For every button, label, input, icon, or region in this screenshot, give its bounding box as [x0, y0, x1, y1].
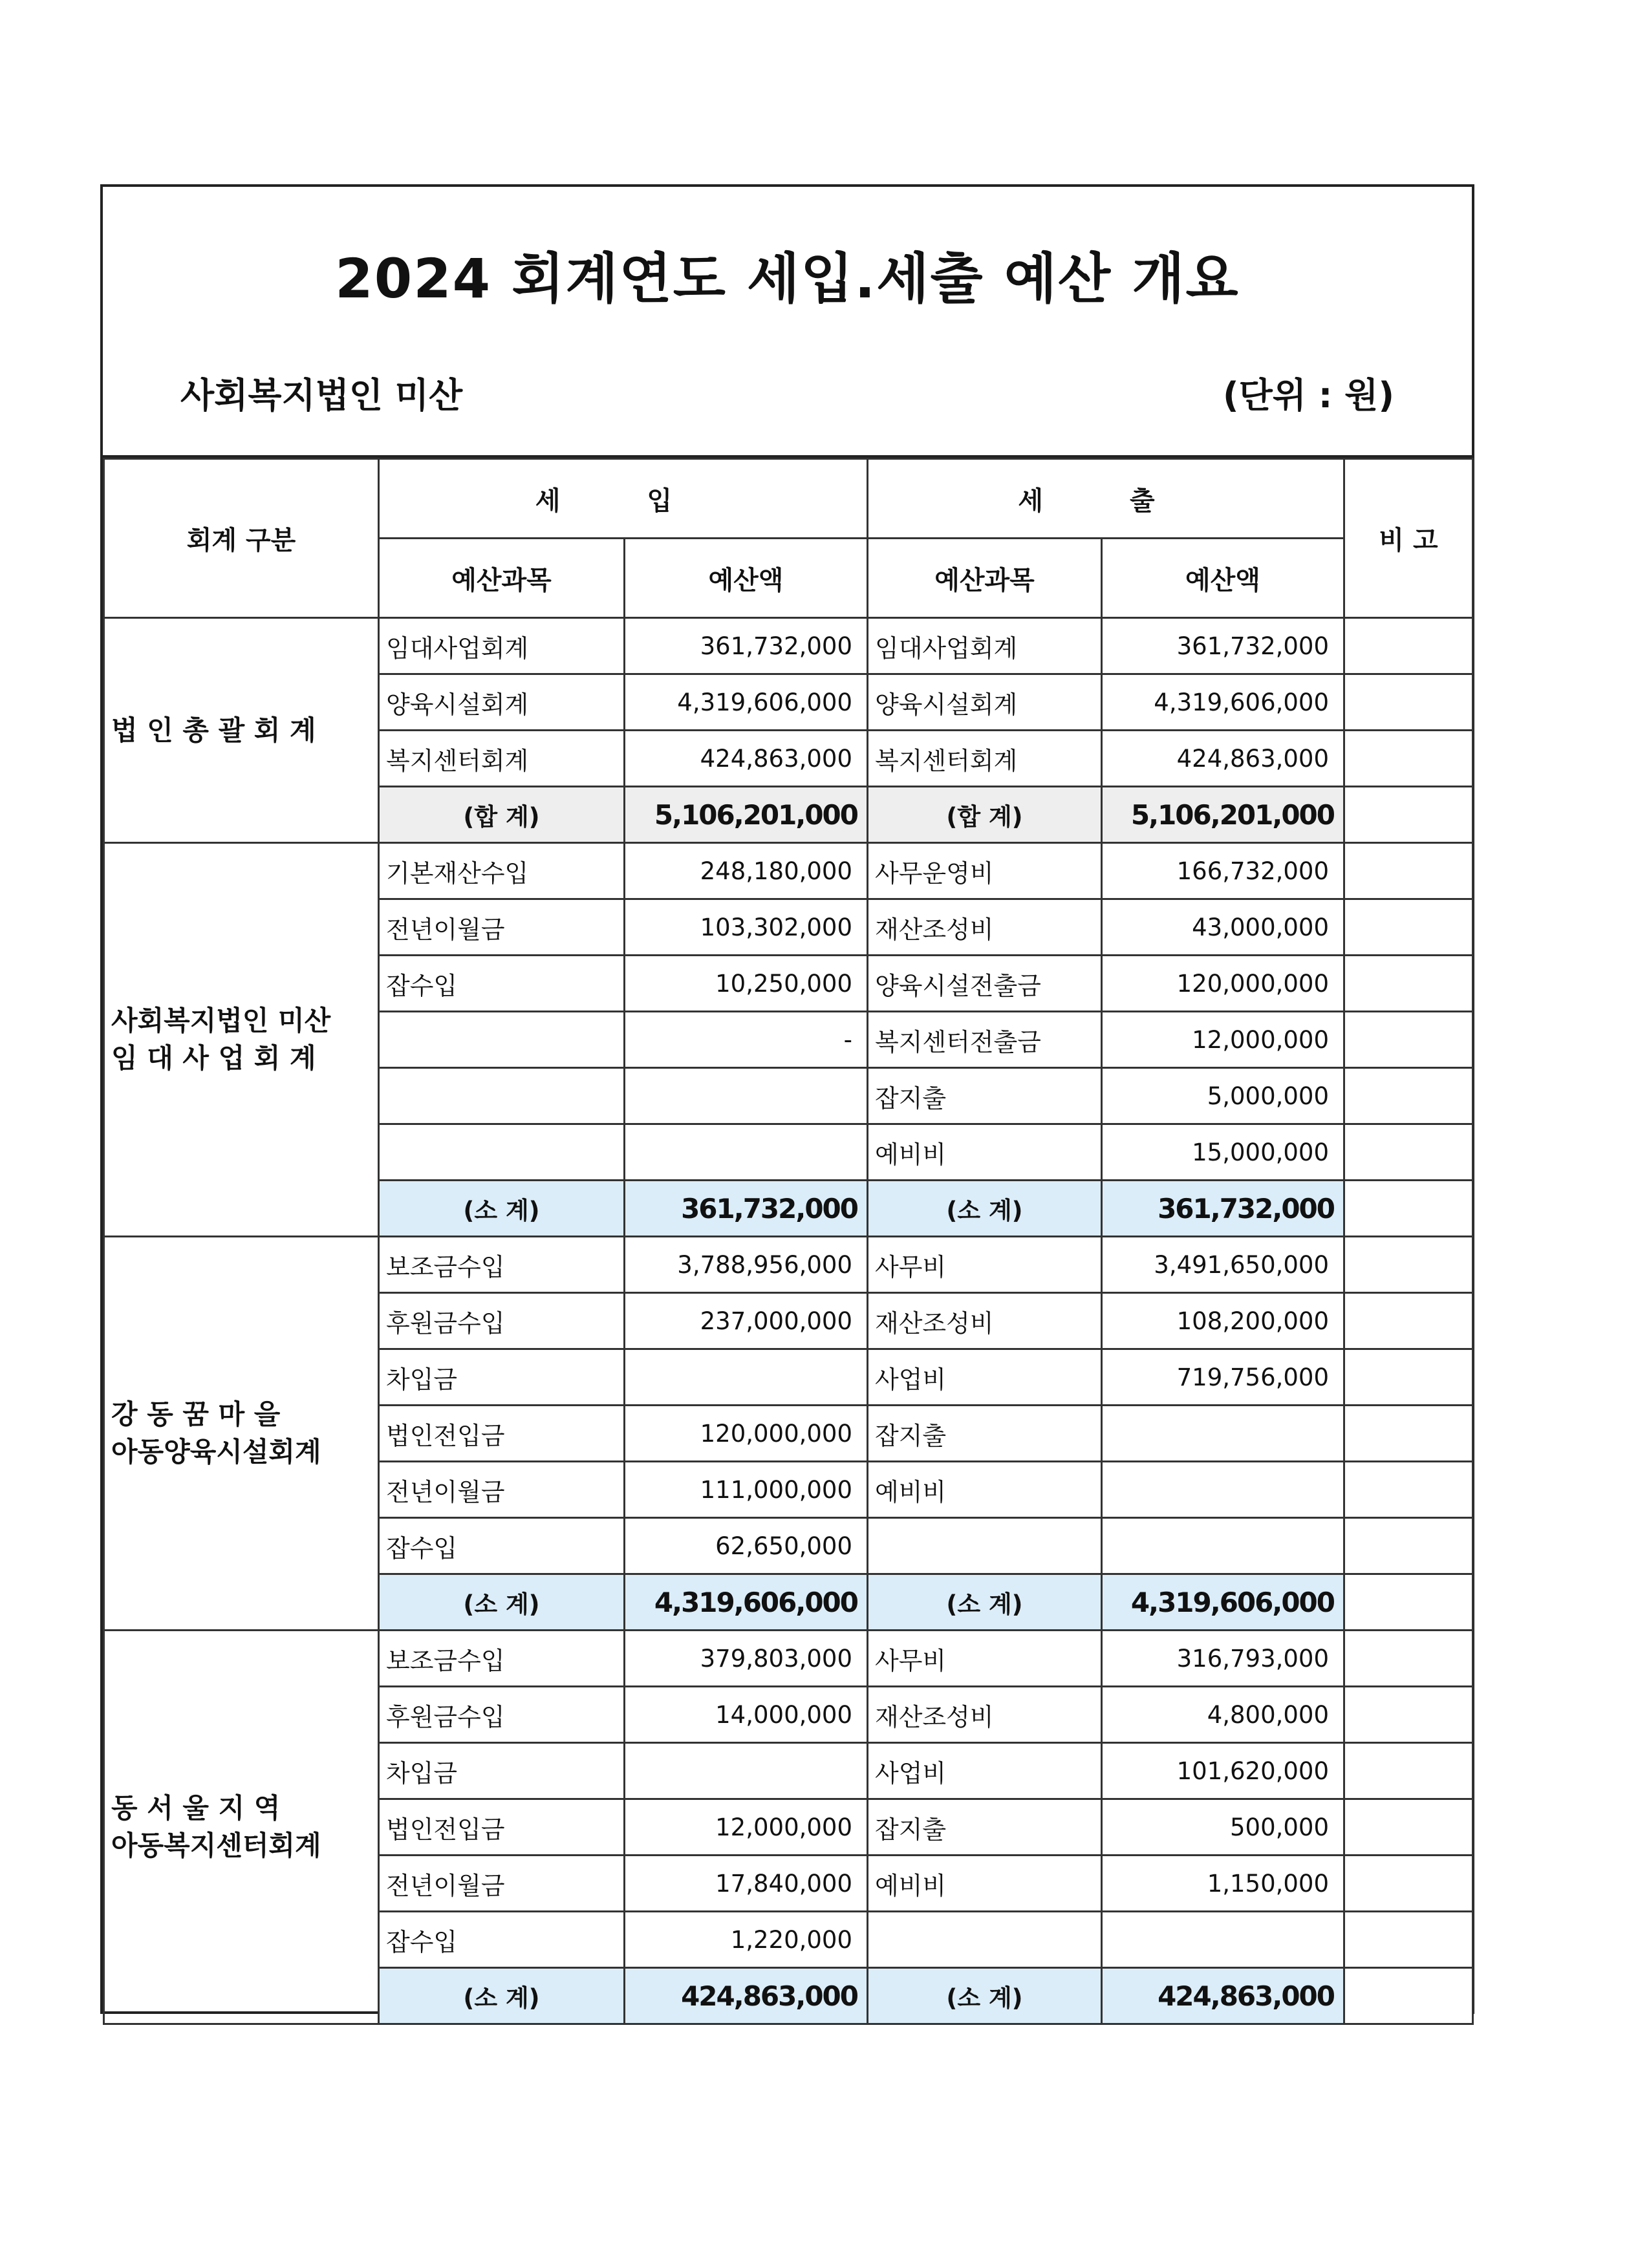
revenue-amount: 120,000,000	[625, 1406, 868, 1462]
revenue-amount	[625, 1743, 868, 1799]
budget-table	[103, 458, 1474, 2025]
revenue-header: 세 입	[379, 459, 868, 539]
revenue-item: 후원금수입	[379, 1293, 625, 1349]
expense-item: 사무비	[868, 1237, 1102, 1293]
note-cell	[1344, 731, 1473, 787]
note-cell	[1344, 1687, 1473, 1743]
revenue-subtotal-amount: 4,319,606,000	[625, 1574, 868, 1631]
expense-amount	[1102, 1912, 1344, 1968]
table-row	[104, 618, 1473, 674]
note-header: 비 고	[1344, 459, 1473, 618]
account-section-line: 강 동 꿈 마 을	[111, 1398, 281, 1430]
account-section-line: 아동복지센터회계	[111, 1830, 321, 1861]
revenue-amount: 3,788,956,000	[625, 1237, 868, 1293]
revenue-item-header: 예산과목	[379, 539, 625, 618]
revenue-amount: 14,000,000	[625, 1687, 868, 1743]
note-cell	[1344, 1406, 1473, 1462]
expense-subtotal-label: (소 계)	[868, 1968, 1102, 2024]
expense-subtotal-amount: 361,732,000	[1102, 1181, 1344, 1237]
expense-item: 예비비	[868, 1124, 1102, 1181]
revenue-item: 보조금수입	[379, 1631, 625, 1687]
revenue-amount: 1,220,000	[625, 1912, 868, 1968]
note-cell	[1344, 956, 1473, 1012]
revenue-item: 잡수입	[379, 1912, 625, 1968]
expense-item: 사업비	[868, 1349, 1102, 1406]
expense-item: 잡지출	[868, 1068, 1102, 1124]
expense-subtotal-label: (합 계)	[868, 787, 1102, 843]
account-section-name	[104, 1631, 379, 2024]
revenue-amount: 103,302,000	[625, 899, 868, 956]
note-cell	[1344, 1856, 1473, 1912]
revenue-item	[379, 1012, 625, 1068]
unit-label: (단위 : 원)	[1222, 375, 1394, 416]
note-cell	[1344, 1124, 1473, 1181]
note-cell	[1344, 1743, 1473, 1799]
account-section-line: 사회복지법인 미산	[111, 1005, 331, 1036]
revenue-item: 전년이월금	[379, 899, 625, 956]
revenue-amount: 248,180,000	[625, 843, 868, 899]
expense-amount: 316,793,000	[1102, 1631, 1344, 1687]
revenue-amount: 361,732,000	[625, 618, 868, 674]
note-cell	[1344, 1349, 1473, 1406]
note-cell	[1344, 787, 1473, 843]
expense-amount: 15,000,000	[1102, 1124, 1344, 1181]
revenue-item: 보조금수입	[379, 1237, 625, 1293]
revenue-amount: 111,000,000	[625, 1462, 868, 1518]
expense-amount: 424,863,000	[1102, 731, 1344, 787]
account-section-name	[104, 618, 379, 843]
expense-amount: 166,732,000	[1102, 843, 1344, 899]
account-header: 회계 구분	[104, 459, 379, 618]
note-cell	[1344, 618, 1473, 674]
expense-item: 사업비	[868, 1743, 1102, 1799]
expense-item: 재산조성비	[868, 1293, 1102, 1349]
expense-amount	[1102, 1406, 1344, 1462]
revenue-amount: 4,319,606,000	[625, 674, 868, 731]
revenue-amount-header: 예산액	[625, 539, 868, 618]
revenue-subtotal-amount: 5,106,201,000	[625, 787, 868, 843]
note-cell	[1344, 1012, 1473, 1068]
revenue-subtotal-label: (소 계)	[379, 1574, 625, 1631]
expense-amount: 12,000,000	[1102, 1012, 1344, 1068]
note-cell	[1344, 899, 1473, 956]
revenue-item: 법인전입금	[379, 1799, 625, 1856]
organization-name: 사회복지법인 미산	[180, 375, 463, 416]
expense-subtotal-amount: 424,863,000	[1102, 1968, 1344, 2024]
page-title: 2024 회계연도 세입.세출 예산 개요	[335, 247, 1240, 310]
expense-amount: 43,000,000	[1102, 899, 1344, 956]
note-cell	[1344, 1181, 1473, 1237]
note-cell	[1344, 1462, 1473, 1518]
expense-amount: 1,150,000	[1102, 1856, 1344, 1912]
account-section-name	[104, 843, 379, 1237]
expense-amount: 3,491,650,000	[1102, 1237, 1344, 1293]
revenue-item: 후원금수입	[379, 1687, 625, 1743]
revenue-amount: 379,803,000	[625, 1631, 868, 1687]
table-row	[104, 1237, 1473, 1293]
revenue-item	[379, 1068, 625, 1124]
note-cell	[1344, 1968, 1473, 2024]
revenue-subtotal-amount: 424,863,000	[625, 1968, 868, 2024]
revenue-item	[379, 1124, 625, 1181]
expense-amount: 5,000,000	[1102, 1068, 1344, 1124]
note-cell	[1344, 1237, 1473, 1293]
revenue-item: 차입금	[379, 1349, 625, 1406]
expense-amount: 108,200,000	[1102, 1293, 1344, 1349]
expense-amount-header: 예산액	[1102, 539, 1344, 618]
account-section-line: 임 대 사 업 회 계	[111, 1042, 316, 1074]
expense-amount: 101,620,000	[1102, 1743, 1344, 1799]
note-cell	[1344, 843, 1473, 899]
expense-amount: 719,756,000	[1102, 1349, 1344, 1406]
expense-item: 재산조성비	[868, 1687, 1102, 1743]
expense-subtotal-amount: 4,319,606,000	[1102, 1574, 1344, 1631]
table-row	[104, 843, 1473, 899]
revenue-amount: 62,650,000	[625, 1518, 868, 1574]
expense-item: 잡지출	[868, 1799, 1102, 1856]
revenue-amount: 237,000,000	[625, 1293, 868, 1349]
revenue-item: 차입금	[379, 1743, 625, 1799]
revenue-amount: 12,000,000	[625, 1799, 868, 1856]
expense-subtotal-label: (소 계)	[868, 1181, 1102, 1237]
expense-amount: 120,000,000	[1102, 956, 1344, 1012]
expense-item-header: 예산과목	[868, 539, 1102, 618]
revenue-item: 양육시설회계	[379, 674, 625, 731]
revenue-amount	[625, 1124, 868, 1181]
revenue-subtotal-amount: 361,732,000	[625, 1181, 868, 1237]
expense-amount: 4,800,000	[1102, 1687, 1344, 1743]
note-cell	[1344, 1293, 1473, 1349]
revenue-amount: 10,250,000	[625, 956, 868, 1012]
revenue-subtotal-label: (소 계)	[379, 1968, 625, 2024]
header-row-1	[104, 459, 1473, 539]
note-cell	[1344, 1574, 1473, 1631]
revenue-amount	[625, 1349, 868, 1406]
expense-amount: 4,319,606,000	[1102, 674, 1344, 731]
expense-item	[868, 1912, 1102, 1968]
account-section-line: 아동양육시설회계	[111, 1436, 321, 1468]
expense-subtotal-amount: 5,106,201,000	[1102, 787, 1344, 843]
revenue-item: 복지센터회계	[379, 731, 625, 787]
revenue-item: 잡수입	[379, 956, 625, 1012]
note-cell	[1344, 674, 1473, 731]
note-cell	[1344, 1799, 1473, 1856]
table-row	[104, 1631, 1473, 1687]
revenue-item: 임대사업회계	[379, 618, 625, 674]
note-cell	[1344, 1912, 1473, 1968]
revenue-amount: 424,863,000	[625, 731, 868, 787]
account-section-line: 동 서 울 지 역	[111, 1792, 281, 1824]
expense-item: 사무비	[868, 1631, 1102, 1687]
revenue-subtotal-label: (합 계)	[379, 787, 625, 843]
revenue-item: 법인전입금	[379, 1406, 625, 1462]
expense-item: 잡지출	[868, 1406, 1102, 1462]
revenue-amount: -	[625, 1012, 868, 1068]
revenue-item: 전년이월금	[379, 1462, 625, 1518]
expense-item: 예비비	[868, 1462, 1102, 1518]
expense-subtotal-label: (소 계)	[868, 1574, 1102, 1631]
revenue-amount	[625, 1068, 868, 1124]
expense-header: 세 출	[868, 459, 1344, 539]
expense-item: 예비비	[868, 1856, 1102, 1912]
expense-amount	[1102, 1462, 1344, 1518]
revenue-item: 잡수입	[379, 1518, 625, 1574]
budget-document	[100, 184, 1474, 2014]
revenue-item: 기본재산수입	[379, 843, 625, 899]
expense-amount: 500,000	[1102, 1799, 1344, 1856]
expense-amount	[1102, 1518, 1344, 1574]
expense-item: 사무운영비	[868, 843, 1102, 899]
account-section-name	[104, 1237, 379, 1631]
expense-item: 임대사업회계	[868, 618, 1102, 674]
expense-item: 양육시설회계	[868, 674, 1102, 731]
note-cell	[1344, 1518, 1473, 1574]
note-cell	[1344, 1631, 1473, 1687]
expense-item: 양육시설전출금	[868, 956, 1102, 1012]
expense-amount: 361,732,000	[1102, 618, 1344, 674]
document-header	[103, 187, 1472, 458]
note-cell	[1344, 1068, 1473, 1124]
expense-item: 복지센터회계	[868, 731, 1102, 787]
revenue-item: 전년이월금	[379, 1856, 625, 1912]
expense-item	[868, 1518, 1102, 1574]
expense-item: 복지센터전출금	[868, 1012, 1102, 1068]
revenue-subtotal-label: (소 계)	[379, 1181, 625, 1237]
expense-item: 재산조성비	[868, 899, 1102, 956]
account-section-line: 법 인 총 괄 회 계	[111, 714, 316, 746]
revenue-amount: 17,840,000	[625, 1856, 868, 1912]
